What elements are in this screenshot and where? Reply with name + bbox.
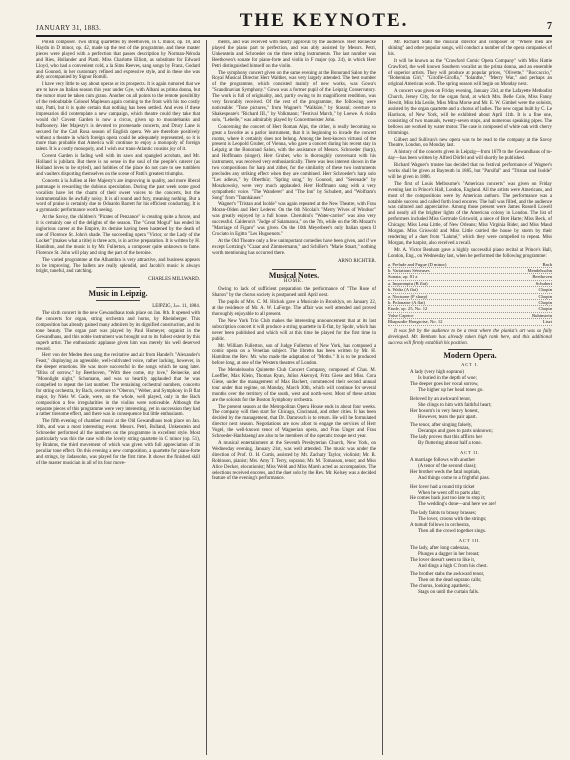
- poem-line: The brother stabs the awkward tenor,: [410, 572, 485, 578]
- poem-line: The lady proves that this afflicts her: [410, 435, 483, 441]
- programme-piece: Rhapsodie Hongroise, No. 12: [388, 319, 443, 325]
- programme-composer: Chopin: [538, 293, 552, 299]
- poem-line: When he went off to parts afar;: [418, 490, 481, 496]
- act-heading: ACT II.: [459, 450, 481, 456]
- poem-stanza: [388, 485, 552, 509]
- programme-composer: Schubert: [535, 280, 552, 286]
- programme-piece: a. Impromptu (B flat): [388, 280, 428, 286]
- article-paragraph: The varied programme at the Alhambra is very attractive, and business appears to be improving. The ballets are really splendid, and Jacobi's music is always bright, tuneful, and catching.: [36, 257, 200, 275]
- poem-stanza: [388, 572, 552, 596]
- news-note: The New York Trio Club makes the interesting announcement that at its last subscription concert it will produce a string quartette in E-flat, by Spohr, which has never been published and which will at this time be played for the first time in public.: [212, 318, 376, 342]
- programme-composer: Beethoven: [532, 274, 552, 280]
- article-paragraph: The fifth evening of chamber music at the Old Gewandhaus took place on Jan. 10th, and was a most interesting event. Messrs. Petri, Bolland, Unkenstein and Schroeder performed all the numbers on the programme in excellent style. Most particularly was this the case with the lovely string quartette in C minor (op. 51), by Brahms, the third movement of which was given with full appreciation of its peculiar tone effect. On this evening a new composition, a quartette for piano-forte and strings, by Jadassohn, was played for the first time. It shows the finished skill of the master musician in all of its four move-: [36, 419, 200, 466]
- issue-date: JANUARY 31, 1883.: [36, 24, 102, 32]
- signature-richter: ARNO RICHTER.: [337, 258, 376, 264]
- news-note: The first of Louis Melbourne's "American concerts" was given on Friday evening last in Prince's Hall, London, England. All the artists were Americans, and most of the compositions were by American authors. The performance was a notable success and called forth loud encores. The hall was filled, and the audience was cultured and appreciative. Among those present were James Russell Lowell and nearly all the brighter lights of the American colony in London. The list of performers included Miss Gertrude Griswold, a niece of Bret Harte; Miss Beck, of Chicago; Miss Lena Little, of New Orleans; Miss Virginia Rider, and Miss Maud Morgan. Miss Griswold and Miss Little carried the house by storm by their rendering of a duet from "Lakmé," which they were compelled to repeat. Miss Morgan, the harpist, also received a recall.: [388, 181, 552, 246]
- recital-programme: [388, 262, 552, 326]
- poem-line: However, tears the pair apart.: [418, 414, 477, 420]
- programme-piece: Valse Caprice: [388, 312, 414, 318]
- poem-line: A tumult follows in orchestra,: [410, 523, 470, 529]
- leipzig-letter: [36, 311, 200, 467]
- article-paragraph: The symphony concert given on the same evening at the Bonorand Salon by the Royal Musical Director Herr Walther, was very largely attended. The best number of the programme, which consisted mainly of new works, was Gowa's "Scandinavian Symphony." Gowa was a former pupil of the Leipzig Conservatory. The work is full of originality, and, partly owing to its magnificent rendition, was very favorably received. Of the rest of the programme, the following were noticeable: "Tone pictures," from Wagner's "Walküre," by Stassni; overture to Shakespeare's "Richard III.," by Volkmann; "Festival March," by Loewe. A violin solo, "Lebelle," was admirably played by Concertmeister John.: [212, 70, 376, 123]
- poem-stanza: [388, 370, 552, 394]
- programme-composer: Chopin: [538, 287, 552, 293]
- programme-composer: Bach: [542, 261, 552, 267]
- poem-stanza: [388, 458, 552, 482]
- newspaper-title: THE KEYNOTE.: [239, 10, 409, 31]
- poem-line: She clings to him with faithful heart;: [418, 402, 492, 408]
- programme-note: It was felt by the audience to be a treat where the pianist's art was so fully developed. Mr. Benham has already taken high rank here, and this additional success will firmly establish his position.: [388, 328, 552, 346]
- signature-millward: CHARLES MILLWARD.: [148, 277, 200, 283]
- article-paragraph: I have very little to say about operas or its prospects. It is again rumored that we are to have an Italian season this year under Gye, with Albani as prima donna, but the rumor must be taken cum grano. Another on all points to the remote possibility of the redoubtable Colonel Mapleson again coming to the front with his too costly star, Patti, but it is quite certain that nothing has been settled. And even if these impresarios did contemplate a new campaign, which theatre could they take that would do? Covent Garden is now a circus, given up to mountebanks and buffoonery. Her Majesty's is devoted to promenade concerts, and Drury Lane is secured for the Carl Rosa season of English opera. We are therefore positively without a theatre in which foreign opera could be adequately represented, so it is more than probable that America will continue to enjoy a monopoly of foreign talent. It is a costly monopoly, and I wish our trans-Atlantic cousins joy of it.: [36, 82, 200, 153]
- news-note: A musical entertainment at the Seventh Presbyterian Church, New York, on Wednesday evening, January 21st, was well attended. The music was under the direction of Prof. O. H. Curtis, assisted by Mr. Zachary Taylor, violinist; Mr. R. Robinson, pianist; Mrs. Amy T. Terry, soprano; Mr. M. Tomasson, tenor; and Miss Alice Decker, elocutionist; Miss Weld and Miss Marsh acted as accompanists. The selections received encores, and the duet solo by the Rev. Mr. Kelsey was a decided feature of the evening's performance.: [212, 441, 376, 482]
- article-columns: [36, 40, 552, 755]
- programme-piece: b. Variations Sérieuses: [388, 268, 430, 274]
- news-note: Gilbert and Sullivan's new opera was to be read to the company at the Savoy Theatre, London, on Monday last.: [388, 137, 552, 149]
- news-note: A concert was given on Friday evening, January 23d, at the Lafayette Methodist Church, Jersey City, for the organ fund, at which Mrs. Belle Cole, Miss Fanny Hewitt, Miss Ida Leslie, Miss Mina Morse and Mr. E. W. Gimbel were the soloists, assisted by the organ quartette and a chorus of ladies. The new organ built by C. Le Harrison, of New York, will be exhibited about April 11th. It is a fine one, consisting of two manuals, twenty-seven stops, and numerous speaking pipes. The bellows are worked by water motor. The case is composed of white oak with cherry trimmings.: [388, 89, 552, 136]
- poem-line: And dings a high C from his chest.: [418, 563, 488, 569]
- poem-line: The lover doesn't seem to like it,: [410, 557, 476, 563]
- poem-line: The lady, after long cadenzas,: [410, 545, 470, 551]
- programme-piece: Sonata, op. 81 a: [388, 274, 418, 280]
- news-note: Owing to lack of sufficient preparation the performance of "The Rose of Sharon" by the chorus society is postponed until April next.: [212, 287, 376, 299]
- programme-composer: Liszt: [542, 319, 552, 325]
- news-note: A history of the concerts given in Leipzig—from 1679 to the Gewandhaus of to-day—has been written by Alfred Dörfel and will shortly be published.: [388, 150, 552, 162]
- column-2: [206, 40, 376, 755]
- poem-line: He comes back just too late to stop it;: [410, 496, 486, 502]
- act-heading: ACT I.: [461, 362, 479, 368]
- article-paragraph: Concerning the concert of Herr Roman Alps, the cither, is really becoming so great a favorite as a parlor instrument, that it is beginning to invade the concert rooms, where it certainly does not belong. Among the best-known virtuosi of the present is Leopold Gruber, of Vienna, who gave a concert during his recent stay in Leipzig at the Bonorand Salon, with the assistance of Messrs. Schroeder (harp), and Hoffmann (singer). Herr Gruber, who is thoroughly conversant with his instrument, was received very enthusiastically. There was less interest shown in the two compositions for harp and zither, for the similarity of these two instruments precludes any striking effect when they are combined. Herr Schroeder's harp solo "Les adieux," by Oberthür; "Spring song," by Gounod, and "Serenade" by Moszkowsky, were very much applauded. Herr Hoffmann sang with a very sympathetic voice. "The Wanderer" and "The Inn" by Schubert, and "Wolfram's Song" from "Tannhäuser.": [212, 124, 376, 201]
- poem-title: Modern Opera.: [443, 351, 497, 361]
- news-note: Mr. William Fullerton, son of Judge Fullerton of New York, has composed a comic opera on a Venetian subject. The libretto has been written by Mr. H. Hamilton the Rev. Mr. who made the adaptation of "Moths." It is to be produced before long, at one of the Western theatres of London.: [212, 343, 376, 367]
- article-paragraph: Herr von der Meden then sang the recitative and air from Handel's "Alexander's Feast," displaying an agreeable, well-cultivated voice, rather lacking, however, in the deeper emotions. He was more successful in the songs which he sang later. "Bliss of sorrow," by Beethoven, "With thee come, my love," Reinecke, and "Moonlight night," Schumann, and was so heartily applauded that he was compelled to repeat the last number. The remaining orchestral numbers, concerto for string orchestra, by Bach, overture to "Oberon," Weber, and Symphony in B flat major, by Niels W. Gade, were, on the whole, well played, only in the Bach composition a few irregularities in the violins were noticeable. Although the separate pieces of this programme were very interesting, yet in succession they had a rather tiresome effect, and there was in consequence but little enthusiasm.: [36, 353, 200, 418]
- poem-line: Then all the crowd together sings.: [418, 528, 487, 534]
- poem-modern-opera: [388, 362, 552, 596]
- programme-composer: Chopin: [538, 306, 552, 312]
- section-title-musical-notes: Musical Notes.: [268, 270, 320, 280]
- poem-stanza: [388, 397, 552, 421]
- poem-stanza: [388, 511, 552, 535]
- section-subtitle-home: HOME.: [283, 279, 305, 285]
- article-paragraph: The sixth concert in the new Gewandhaus took place on Jan. 8th. It opened with the concerts for organ, string orchestra and horns, by Rheinberger. This composition has already gained many admirers by its dignified construction, and its tone beauty. The organ part was played by Paul Homeyer, organist in the Gewandhaus, and this noble instrument was brought out to its fullest extent by this superb artist. The enthusiastic applause given him was merely his well deserved reward.: [36, 311, 200, 352]
- article-paragraph: At the Savoy, the children's "Pirates of Penzance" is creating quite a furore, and it is certainly one of the delights of the season. The "Great Mogul" has ended its inglorious career at the Empire, its demise having been hastened by the death of one of Florence St. John's shade. The succeeding opera "Victor, or the Lady of the Locket" (makes what a title) is three acts, is in active preparation. It is written by H. Hamilton, and the music is by Mr. Fullerton, a composer quite unknown to fame. Florence St. John will play and sing the part of the heroine.: [36, 215, 200, 256]
- poem-line: Then on the dead soprano calls;: [418, 578, 482, 584]
- poem-line: (A tenor of the second class);: [418, 463, 477, 469]
- news-note: The present season at the Metropolitan Opera House ends in about four weeks. The company will then start for Chicago, Cincinnati, and other cities. It has been decided by the management, that Dr. Damrosch is to return. He will be formulated director next season. Negotiations are now afoot to engage the services of Herr Vogel, the well-known tenor of Wagnerian opera, and Frau Unger and Frau Schroeder-Hanfstaengl are also to be members of the operatic troupe next year.: [212, 404, 376, 440]
- article-paragraph: Wagner's "Tristan and Isolde" was again repeated at the New Theatre, with Frau Moran-Olden and Herr Lederer. On the 6th Nicolai's "Merry Wives of Windsor" was greatly enjoyed by a full house. Cherubini's "Water-carrier" was also very successful. Calderon's "Judge of Salamanca," on the 7th, while on the 9th Mozart's "Marriage of Figaro" was given. On the 10th Meyerbeer's only Italian opera Il Crociato in Egitto "Les Huguenots.": [212, 202, 376, 237]
- news-items: [388, 40, 552, 260]
- poem-stanza: [388, 546, 552, 570]
- poem-line: A marriage follows with another: [410, 458, 475, 463]
- article-paragraph: Concerts à la Jullien at Her Majesty's are improving in quality, and more liberal patronage is rewarding the dubious speculation. During the past week some good vocalists have let the charm of their sweet voices to the concerts, but the instrumentalists lie awfully noisy. It is all sound and fury, meaning nothing. But a word of praise is certainly due to Odoardo Barrett for his efficient conducting. It is a gymnastic performance worth seeing.: [36, 178, 200, 214]
- divider: [96, 287, 140, 288]
- poem-line: The wedding's done—and here we are!: [418, 502, 497, 508]
- programme-piece: b. Polonaise (A flat): [388, 300, 425, 306]
- article-paragraph: At the Old Theatre only a few unimportant comedies have been given, and if we except Lortzing's "Czaar and Zimmermann," and Schiller's "Marie Stuart," nothing worth mentioning has occurred there.: [212, 238, 376, 256]
- poem-line: The deeper goes her vocal sorrow,: [410, 382, 479, 388]
- article-paragraph: Polish composer. Two string quartettes by Beethoven, in C minor, op. 18, and Haydn in D minor, op. 42, made up the rest of the programme, and these master pieces were played with a perfection that passes description by Norman-Néruda and Ries, Hollander and Piatti. Miss Charlotte Elliott, as substitute for Edward Lloyd, who had a convenient cold, a la Sims Reeves, sang songs by Franz, Godard and Gounod, in her customary refined and expressive style, and in these she was ably accompanied by Signor Romili.: [36, 40, 200, 81]
- news-note: Mr. Richard Stahl the musical director and composer of "Where men are shining" and other popular songs, will conduct a number of the opera companies of his.: [388, 40, 552, 57]
- column-1: [36, 40, 200, 755]
- london-letter: [36, 40, 200, 275]
- poem-line: Beloved by an awkward tenor,: [410, 396, 472, 402]
- poem-line: The lover, croons with the strings;: [418, 517, 487, 523]
- poem-line: By fluttering almost half a tone.: [418, 441, 482, 447]
- news-note: Richard Wagner's trustee has decided that no festival performance of Wagner's works shall be given at Bayreuth in 1885, but "Parsifal" and "Tristan und Isolde" will be given in 1886.: [388, 163, 552, 180]
- poem-line: And things come to a frightful pass.: [418, 475, 490, 481]
- musical-notes: [212, 287, 376, 482]
- poem-line: Her bosom's in very heavy honest,: [410, 408, 479, 414]
- poem-stanza: [388, 423, 552, 447]
- poem-line: The lady faints to brassy brasses;: [410, 511, 477, 517]
- poem-line: The higher up her head tones go.: [418, 387, 484, 393]
- page-number: 7: [547, 21, 552, 32]
- programme-piece: b. Waltz (A flat): [388, 287, 418, 293]
- poem-line: Her brother weds the fatal nuptials,: [410, 469, 481, 475]
- poem-line: Is buried in the depth of woe;: [418, 376, 477, 382]
- poem-line: Plunges a dagger in her breast;: [418, 551, 480, 557]
- poem-line: Her lover had a round trip ticket: [410, 484, 475, 490]
- act-heading: ACT III.: [458, 537, 482, 543]
- poem-line: A lady (very high soprano): [410, 370, 464, 376]
- poem-line: Decamps and goes to parts unknown;: [418, 429, 493, 435]
- programme-composer: Rubinstein: [532, 312, 552, 318]
- poem-line: The chorus, looking apathetic,: [410, 584, 471, 590]
- programme-composer: Chopin: [538, 300, 552, 306]
- section-title-leipzig: Music in Leipzig.: [88, 289, 148, 299]
- news-note: The Mendelssohn Quintette Club Concert Company, composed of Chas. M. Loeffler, Max Klein, Thomas Ryan, Julius Akeroyd, Fritz Giese and Miss. Cora Giese, under the management of Max Bachert, commenced their second annual tour under that regime, on Monday, March 30th, which will continue for several months over the territory of the south, west and north-west. Most of these artists are the soloists for the Boston Symphony orchestra.: [212, 368, 376, 403]
- divider: [96, 300, 140, 301]
- news-note: Mr. A. Victor Benham gave a highly successful piano recital at Prince's Hall, London, Eng., on Wednesday last, when he performed the following programme:: [388, 247, 552, 259]
- news-note: The pupils of Mrs. C. M. Hickok gave a Musicale in Brooklyn, on January 22, at the residence of Mr. A. W. LaForge. The affair was well attended and proved thoroughly enjoyable to all present.: [212, 300, 376, 317]
- divider: [272, 269, 316, 270]
- article-paragraph: Covent Garden is fading well with its saws and spangled acrobats, and Mr. Holland is jubilant. But there is no sense in the soul of the people's caterer (as Holland loves to be styled), and hobbies of the place do not care to see tumblers and vaulters disporting themselves on the scene of Patti's greatest triumphs.: [36, 154, 200, 177]
- divider: [448, 349, 492, 350]
- programme-piece: a. Prelude and Fugue (D minor): [388, 261, 447, 267]
- poem-line: The tenor, after singing falsely,: [410, 423, 473, 429]
- poem-line: Stags on until the curtain falls.: [418, 590, 480, 596]
- leipzig-letter-continued: [212, 40, 376, 257]
- programme-composer: Mendelssohn: [527, 268, 552, 274]
- article-paragraph: ments, and was received with hearty approval by the audience. Herr Reinecke played the piano part to perfection, and was ably assisted by Messrs. Petri, Unkenstein and Schroeder on the three string instruments. The last number was Beethoven's sonate for piano-forte and violin in F major (op. 24), in which Herr Petri distinguished himself on the violin.: [212, 40, 376, 69]
- leipzig-dateline: LEIPZIG, Jan. 11, 1884.: [152, 304, 200, 310]
- masthead: [36, 6, 552, 37]
- programme-piece: Etude, op. 25, No. 12: [388, 306, 428, 312]
- column-3: [382, 40, 552, 755]
- programme-piece: a. Nocturne (F sharp): [388, 293, 428, 299]
- news-note: It will be known as the "Crawford Comic Opera Company" with Miss Hattie Crawford, the well known Southern vocalist as the prima donna, and an ensemble of superior artists. They will produce at popular prices, "Olivette," "Boccaccio," "Bohemian Girl," "Giroflé-Girofla," "Iolanthe," "Merry War," and perhaps an original American work. The spring season will begin on Monday next.: [388, 58, 552, 88]
- programme-row: [388, 319, 552, 325]
